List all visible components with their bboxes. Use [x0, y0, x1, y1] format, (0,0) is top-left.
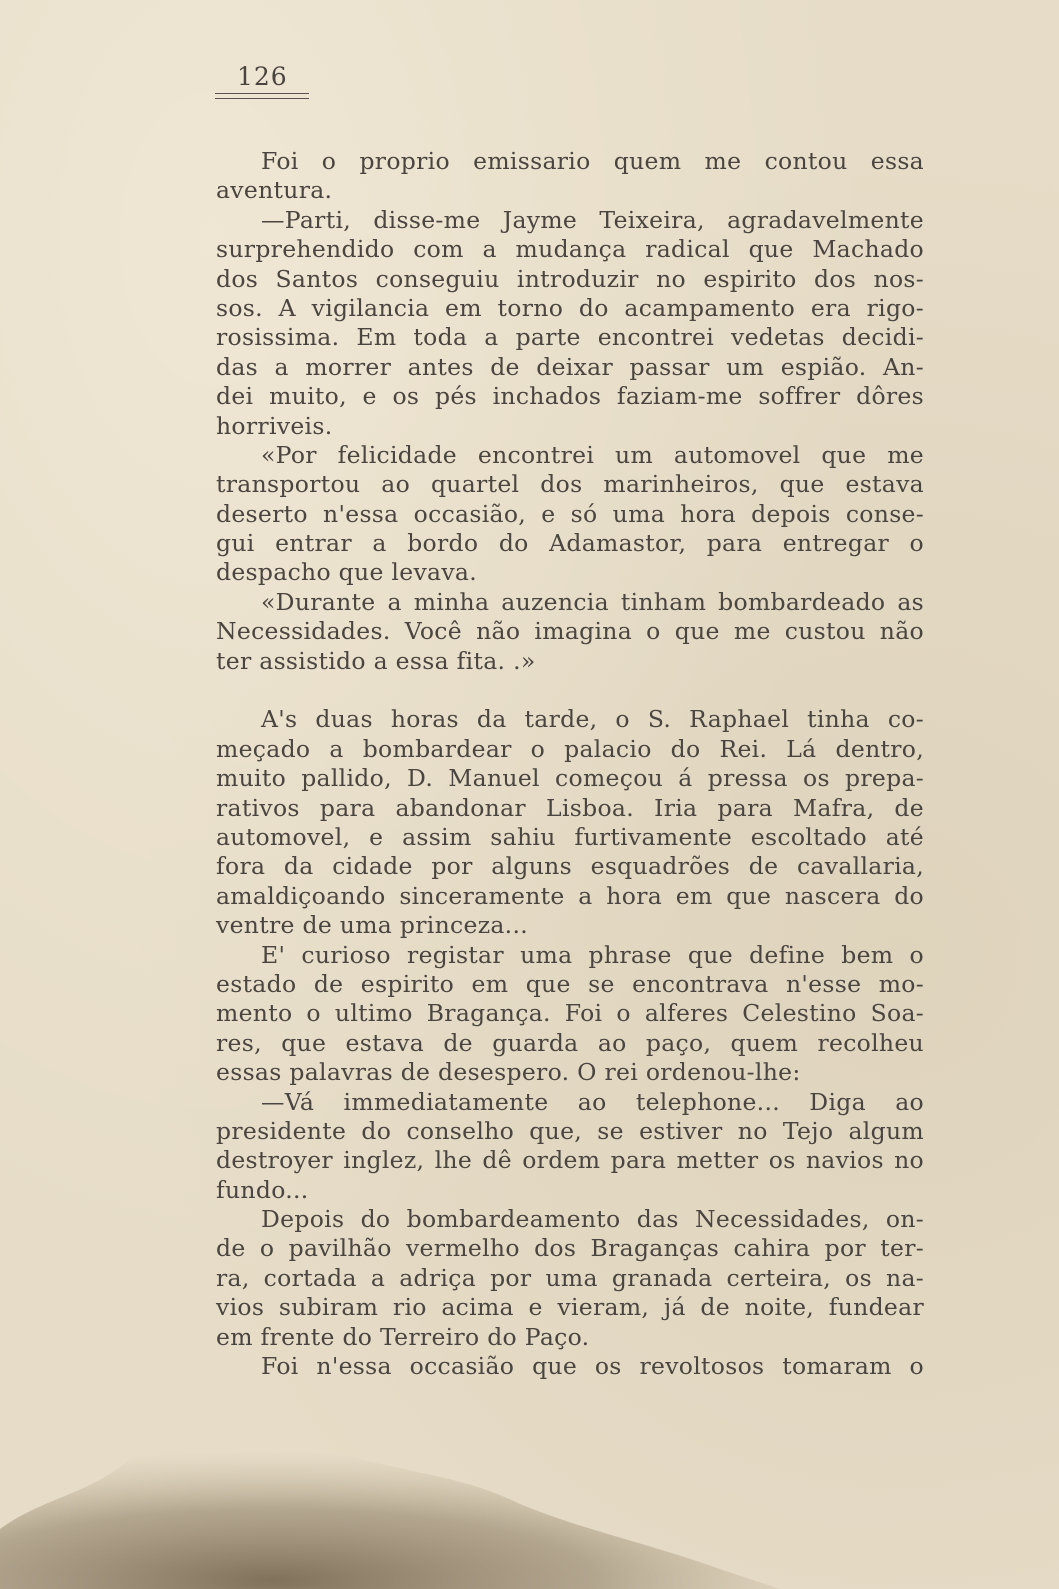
- text-line: —Vá immediatamente ao telephone... Diga ao: [261, 1087, 924, 1116]
- text-line: ter assistido a essa fita. .»: [216, 646, 536, 675]
- text-line: fora da cidade por alguns esquadrões de cavallaria,: [216, 852, 924, 881]
- body-text: [216, 147, 924, 1381]
- text-line: A's duas horas da tarde, o S. Raphael tinha co-: [261, 705, 924, 734]
- text-line: transportou ao quartel dos marinheiros, que estava: [216, 470, 924, 499]
- page-number: 126: [237, 62, 288, 91]
- text-line: ra, cortada a adriça por uma granada certeira, os na-: [216, 1263, 924, 1292]
- text-line: surprehendido com a mudança radical que Machado: [216, 235, 924, 264]
- text-line: —Parti, disse-me Jayme Teixeira, agradavelmente: [261, 205, 924, 234]
- text-line: meçado a bombardear o palacio do Rei. Lá dentro,: [216, 734, 924, 763]
- text-line: vios subiram rio acima e vieram, já de noite, fundear: [216, 1293, 924, 1322]
- text-line: aventura.: [216, 176, 333, 205]
- text-line: de o pavilhão vermelho dos Braganças cahira por ter-: [216, 1234, 924, 1263]
- text-line: ventre de uma princeza...: [216, 911, 528, 940]
- text-line: essas palavras de desespero. O rei ordenou-lhe:: [216, 1058, 801, 1087]
- text-line: sos. A vigilancia em torno do acampamento era rigo-: [216, 293, 924, 322]
- text-line: em frente do Terreiro do Paço.: [216, 1322, 590, 1351]
- text-line: rativos para abandonar Lisboa. Iria para Mafra, de: [216, 793, 924, 822]
- text-line: destroyer inglez, lhe dê ordem para metter os navios no: [216, 1146, 924, 1175]
- text-line: rosissima. Em toda a parte encontrei vedetas decidi-: [216, 323, 924, 352]
- text-line: deserto n'essa occasião, e só uma hora depois conse-: [216, 499, 924, 528]
- text-line: presidente do conselho que, se estiver no Tejo algum: [216, 1116, 924, 1145]
- text-line: dos Santos conseguiu introduzir no espirito dos nos-: [216, 264, 924, 293]
- water-stain: [0, 1379, 780, 1589]
- text-line: amaldiçoando sinceramente a hora em que nascera do: [216, 881, 924, 910]
- header-rule: [215, 93, 309, 94]
- text-line: horriveis.: [216, 411, 333, 440]
- text-line: dei muito, e os pés inchados faziam-me soffrer dôres: [216, 382, 924, 411]
- text-line: «Por felicidade encontrei um automovel que me: [261, 440, 924, 469]
- text-line: mento o ultimo Bragança. Foi o alferes Celestino Soa-: [216, 999, 924, 1028]
- text-line: Foi o proprio emissario quem me contou essa: [261, 147, 924, 175]
- text-line: Necessidades. Você não imagina o que me custou não: [216, 617, 924, 646]
- text-line: fundo...: [216, 1175, 309, 1204]
- text-line: E' curioso registar uma phrase que define bem o: [261, 940, 924, 969]
- text-line: automovel, e assim sahiu furtivamente escoltado até: [216, 822, 924, 851]
- text-line: das a morrer antes de deixar passar um espião. An-: [216, 352, 924, 381]
- text-line: res, que estava de guarda ao paço, quem recolheu: [216, 1028, 924, 1057]
- text-line: «Durante a minha auzencia tinham bombardeado as: [261, 587, 924, 616]
- text-line: despacho que levava.: [216, 558, 477, 587]
- text-line: Foi n'essa occasião que os revoltosos tomaram o: [261, 1352, 924, 1381]
- text-line: estado de espirito em que se encontrava n'esse mo-: [216, 969, 924, 998]
- text-line: gui entrar a bordo do Adamastor, para entregar o: [216, 529, 924, 558]
- text-line: Depois do bombardeamento das Necessidades, on-: [261, 1205, 924, 1234]
- text-line: muito pallido, D. Manuel começou á pressa os prepa-: [216, 764, 924, 793]
- header-rule-double: [215, 98, 309, 99]
